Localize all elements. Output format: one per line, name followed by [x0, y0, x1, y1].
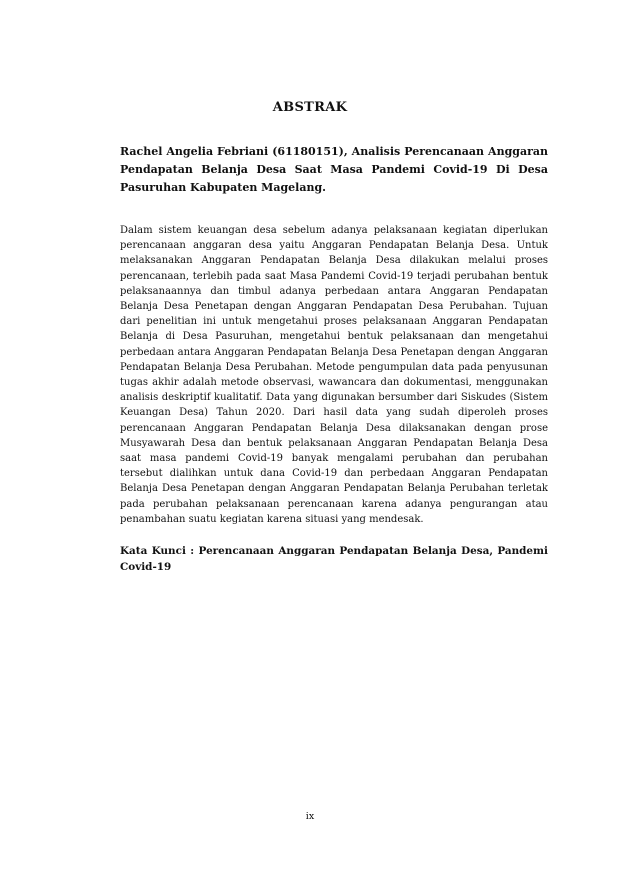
page-title: ABSTRAK — [272, 100, 348, 115]
abstract-body: Dalam sistem keuangan desa sebelum adanya pelaksanaan kegiatan diperlukan perencanaan anggaran desa yaitu Anggaran Pendapatan Belanja Desa. Untuk melaksanakan Anggaran Pendapatan Belanja Desa dilakukan melalui proses perencanaan, terlebih pada saat Masa Pandemi Covid-19 terjadi perubahan bentuk pelaksanaannya dan timbul adanya perbedaan antara Anggaran Pendapatan Belanja Desa Penetapan dengan Anggaran Pendapatan Desa Perubahan. Tujuan dari penelitian ini untuk mengetahui proses pelaksanaan Anggaran Pendapatan Belanja di Desa Pasuruhan, mengetahui bentuk pelaksanaan dan mengetahui perbedaan antara Anggaran Pendapatan Belanja Desa Penetapan dengan Anggaran Pendapatan Belanja Desa Perubahan. Metode pengumpulan data pada penyusunan tugas akhir adalah metode observasi, wawancara dan dokumentasi, menggunakan analisis deskriptif kualitatif. Data yang digunakan bersumber dari Siskudes (Sistem Keuangan Desa) Tahun 2020. Dari hasil data yang sudah diperoleh proses perencanaan Anggaran Pendapatan Belanja Desa dilaksanakan dengan prose Musyawarah Desa dan bentuk pelaksanaan Anggaran Pendapatan Belanja Desa saat masa pandemi Covid-19 banyak mengalami perubahan dan perubahan tersebut dialihkan untuk dana Covid-19 dan perbedaan Anggaran Pendapatan Belanja Desa Penetapan dengan Anggaran Pendapatan Belanja Perubahan terletak pada perubahan pelaksanaan perencanaan karena adanya pengurangan atau penambahan suatu kegiatan karena situasi yang mendesak. — [120, 225, 548, 525]
keywords: Kata Kunci : Perencanaan Anggaran Pendapatan Belanja Desa, Pandemi Covid-19 — [120, 545, 548, 573]
author-title-block: Rachel Angelia Febriani (61180151), Analisis Perencanaan Anggaran Pendapatan Belanja Desa Saat Masa Pandemi Covid-19 Di Desa Pasuruhan Kabupaten Magelang. — [120, 145, 548, 194]
page-number: ix — [305, 811, 315, 822]
